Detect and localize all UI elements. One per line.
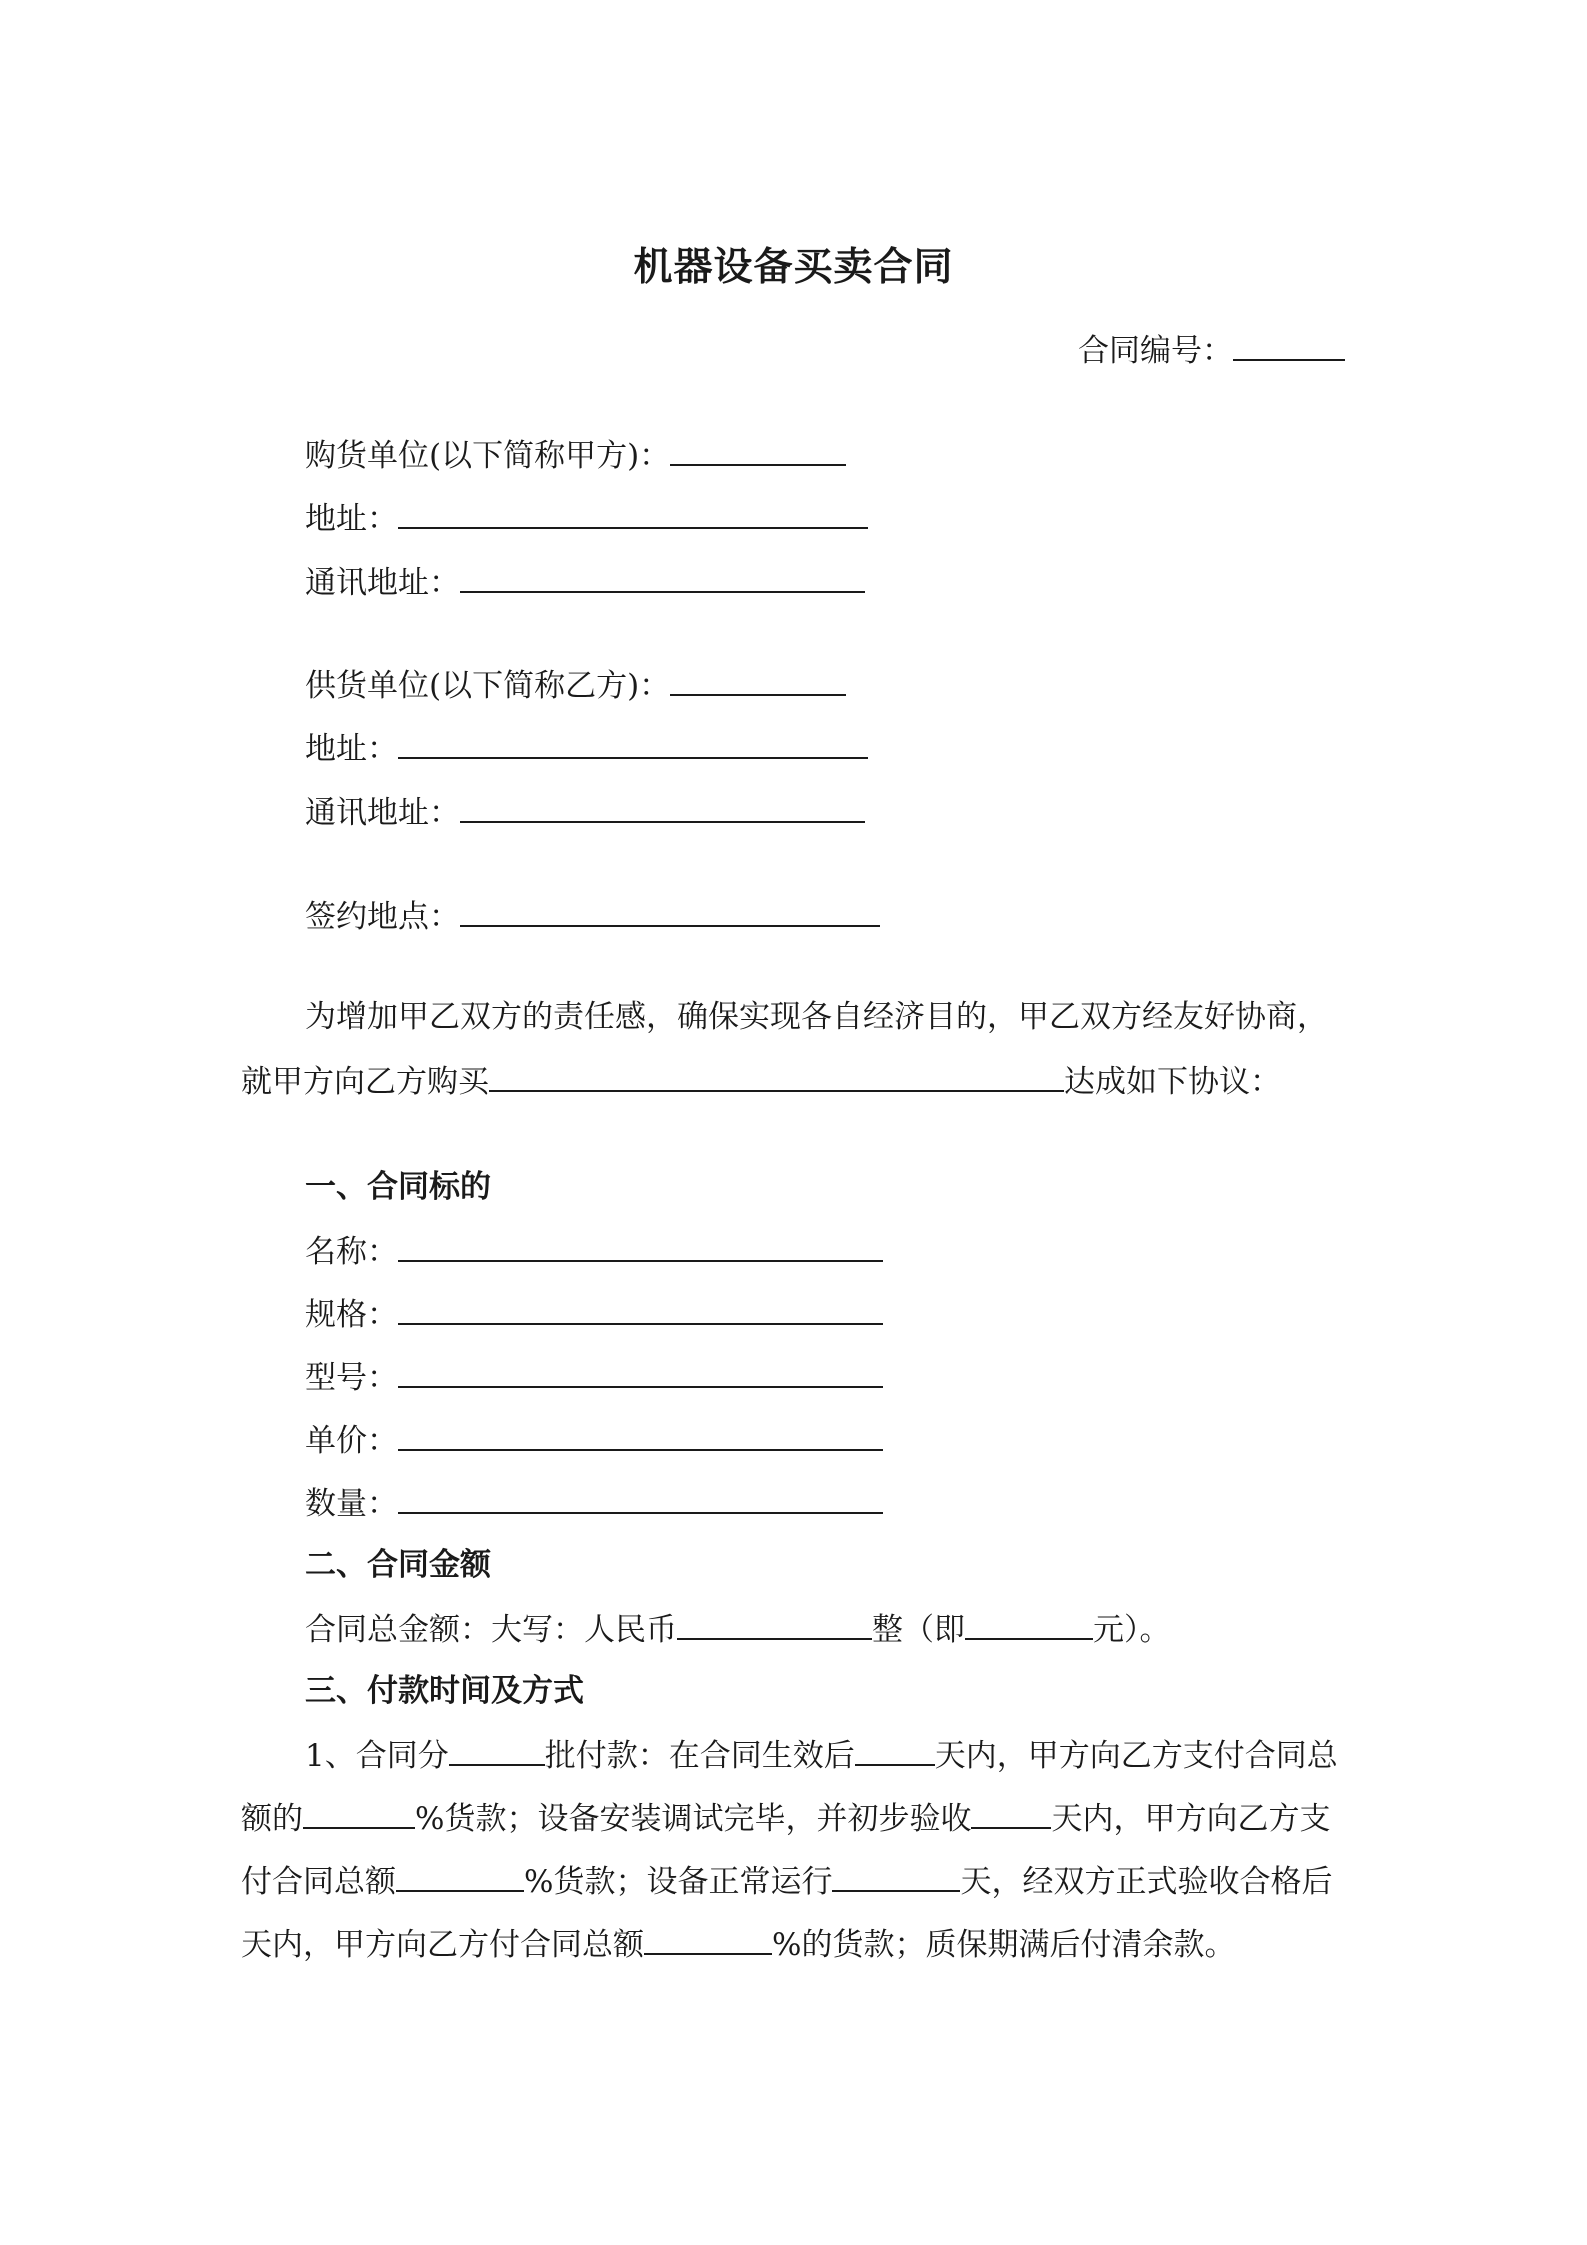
first-percent-blank[interactable] [303,1797,415,1829]
contract-number-label: 合同编号： [1078,333,1233,369]
total-amount-row [305,1608,1171,1650]
days-after-acceptance-blank[interactable] [971,1797,1051,1829]
party-b-address-row [305,727,868,769]
party-b-mail-label: 通讯地址： [305,795,460,831]
section-3-heading: 三、付款时间及方式 [305,1673,584,1709]
total-amount-label: 合同总金额：大写：人民币 [305,1612,677,1648]
signing-place-row [305,895,880,937]
payment-text: 天内，甲方向乙方支 [1051,1801,1331,1837]
amount-in-figures-blank[interactable] [965,1608,1093,1640]
party-a-unit-label: 购货单位(以下简称甲方)： [305,438,671,474]
intro-line-2 [241,1060,1281,1102]
subject-quantity-label: 数量： [305,1486,398,1522]
subject-unit-price-row [305,1419,883,1461]
intro-line-1: 为增加甲乙双方的责任感，确保实现各自经济目的，甲乙双方经友好协商， [305,999,1328,1035]
party-b-unit-blank[interactable] [670,664,846,696]
party-a-mail-blank[interactable] [460,561,865,593]
party-a-mail-label: 通讯地址： [305,565,460,601]
payment-line-2 [241,1797,1330,1839]
subject-name-label: 名称： [305,1234,398,1270]
party-b-unit-label: 供货单位(以下简称乙方)： [305,668,671,704]
amount-in-words-blank[interactable] [677,1608,872,1640]
signing-place-blank[interactable] [460,895,880,927]
payment-text: 批付款：在合同生效后 [544,1738,855,1774]
payment-text: %的货款；质保期满后付清余款。 [772,1927,1236,1963]
party-a-address-row [305,497,868,539]
subject-name-blank[interactable] [398,1230,883,1262]
party-a-address-blank[interactable] [398,497,868,529]
party-b-unit-row [305,664,846,706]
payment-line-1 [305,1734,1338,1776]
total-amount-mid: 整（即 [872,1612,965,1648]
party-b-mail-row [305,791,865,833]
days-after-effective-blank[interactable] [855,1734,935,1766]
payment-text: 1、合同分 [305,1738,449,1774]
subject-name-row [305,1230,883,1272]
total-amount-end: 元）。 [1093,1612,1171,1648]
subject-spec-row [305,1293,883,1335]
party-a-mail-row [305,561,865,603]
subject-spec-blank[interactable] [398,1293,883,1325]
subject-spec-label: 规格： [305,1297,398,1333]
payment-text: 天，经双方正式验收合格后 [960,1864,1333,1900]
payment-text: 额的 [241,1801,303,1837]
page-title: 机器设备买卖合同 [633,245,954,290]
party-a-address-label: 地址： [305,501,398,537]
party-a-unit-blank[interactable] [670,434,846,466]
contract-number-blank[interactable] [1233,329,1345,361]
payment-text: %货款；设备安装调试完毕，并初步验收 [415,1801,972,1837]
second-percent-blank[interactable] [396,1860,524,1892]
section-2-heading: 二、合同金额 [305,1547,491,1583]
payment-text: 付合同总额 [241,1864,396,1900]
party-b-address-label: 地址： [305,731,398,767]
section-1-heading: 一、合同标的 [305,1169,491,1205]
payment-text: 天内，甲方向乙方付合同总额 [241,1927,644,1963]
payment-text: %货款；设备正常运行 [524,1864,833,1900]
party-a-unit-row [305,434,846,476]
payment-line-4 [241,1923,1235,1965]
subject-model-row [305,1356,883,1398]
purchase-item-blank[interactable] [489,1060,1064,1092]
subject-unit-price-blank[interactable] [398,1419,883,1451]
party-b-address-blank[interactable] [398,727,868,759]
contract-number-row [1078,329,1345,371]
third-percent-blank[interactable] [644,1923,772,1955]
signing-place-label: 签约地点： [305,899,460,935]
installments-blank[interactable] [449,1734,545,1766]
subject-quantity-row [305,1482,883,1524]
payment-text: 天内，甲方向乙方支付合同总 [934,1738,1338,1774]
running-days-blank[interactable] [832,1860,960,1892]
subject-model-label: 型号： [305,1360,398,1396]
subject-unit-price-label: 单价： [305,1423,398,1459]
intro-line-2-pre: 就甲方向乙方购买 [241,1064,489,1100]
party-b-mail-blank[interactable] [460,791,865,823]
payment-line-3 [241,1860,1332,1902]
subject-model-blank[interactable] [398,1356,883,1388]
intro-line-2-post: 达成如下协议： [1064,1064,1281,1100]
subject-quantity-blank[interactable] [398,1482,883,1514]
